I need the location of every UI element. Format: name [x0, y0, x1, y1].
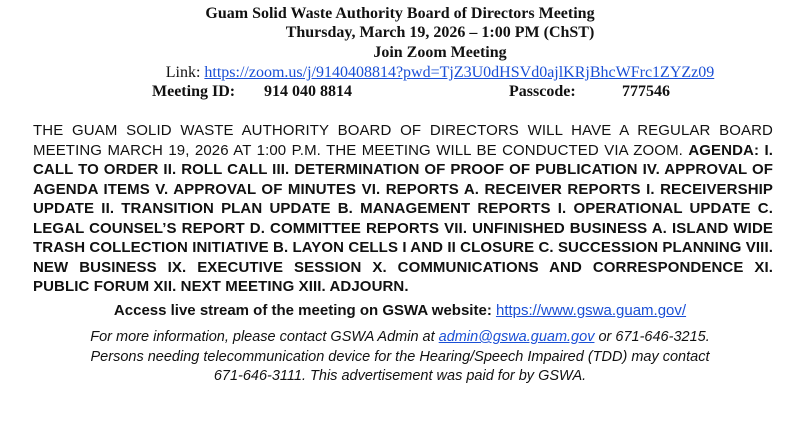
contact-prefix: For more information, please contact GSWA Admin at [90, 329, 435, 345]
livestream-line [0, 302, 800, 319]
announcement-intro: THE GUAM SOLID WASTE AUTHORITY BOARD OF DIRECTORS WILL HAVE A REGULAR BOARD MEETING MARCH 19, 2026 AT 1:00 P.M. THE MEETING WILL BE CONDUCTED VIA ZOOM. [33, 122, 773, 159]
zoom-meeting-link[interactable]: https://zoom.us/j/9140408814?pwd=TjZ3U0dHSVd0ajlKRjBhcWFrc1ZYZz09 [204, 64, 715, 81]
agenda-text: AGENDA: I. CALL TO ORDER II. ROLL CALL III. DETERMINATION OF PROOF OF PUBLICATION IV. APPROVAL OF AGENDA ITEMS V. APPROVAL OF MINUTES VI. REPORTS A. RECEIVER REPORTS I. RECEIVERSHIP UPDATE II. TRANSITION PLAN UPDATE B. MANAGEMENT REPORTS I. OPERATIONAL UPDATE C. LEGAL COUNSEL’S REPORT D. COMMITTEE REPORTS VII. UNFINISHED BUSINESS A. ISLAND WIDE TRASH COLLECTION INITIATIVE B. LAYON CELLS I AND II CLOSURE C. SUCCESSION PLANNING VIII. NEW BUSINESS IX. EXECUTIVE SESSION X. COMMUNICATIONS AND CORRESPONDENCE XI. PUBLIC FORUM XII. NEXT MEETING XIII. ADJOURN. [33, 141, 773, 295]
join-zoom-heading: Join Zoom Meeting [373, 44, 507, 61]
announcement-body [33, 121, 773, 297]
passcode-label: Passcode: [509, 83, 576, 100]
link-label: Link: [165, 64, 201, 81]
meeting-datetime: Thursday, March 19, 2026 – 1:00 PM (ChST) [285, 24, 595, 41]
contact-info [0, 328, 800, 387]
gswa-website-link[interactable]: https://www.gswa.guam.gov/ [495, 302, 687, 319]
tdd-line: Persons needing telecommunication device for the Hearing/Speech Impaired (TDD) may contact [90, 348, 710, 365]
meeting-id-value: 914 040 8814 [264, 83, 352, 100]
passcode-value: 777546 [622, 83, 670, 100]
livestream-text: Access live stream of the meeting on GSWA website: [113, 302, 492, 319]
contact-line-1 [0, 328, 800, 348]
meeting-id-label: Meeting ID: [152, 83, 236, 100]
tdd-number-line: 671-646-3111. This advertisement was paid for by GSWA. [213, 368, 587, 384]
contact-suffix: or 671-646-3215. [598, 329, 710, 345]
admin-email-link[interactable]: admin@gswa.guam.gov [438, 329, 595, 345]
zoom-link-line [40, 64, 800, 82]
meeting-title: Guam Solid Waste Authority Board of Directors Meeting [205, 5, 595, 22]
